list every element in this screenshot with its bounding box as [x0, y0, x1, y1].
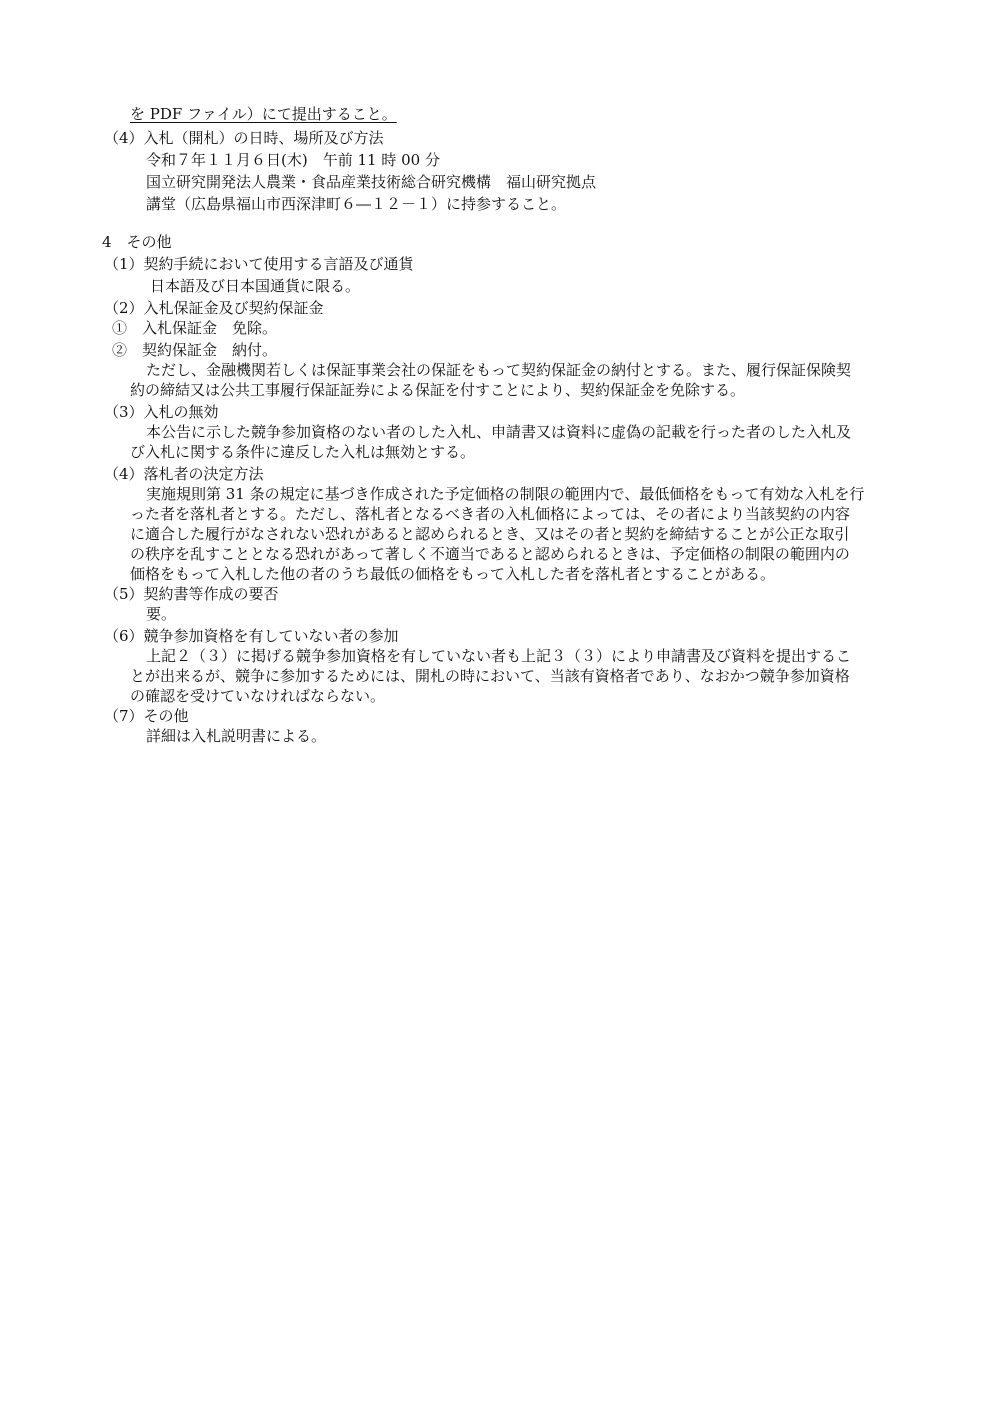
subsection-heading-invalid: （3）入札の無効	[104, 403, 219, 421]
bid-deposit-item: ① 入札保証金 免除。	[112, 319, 278, 337]
subsection-heading-bid-datetime: （4）入札（開札）の日時、場所及び方法	[104, 129, 384, 147]
award-text-line: の秩序を乱すこととなる恐れがあって著しく不適当であると認められるときは、予定価格の制限の範囲内の	[130, 545, 850, 563]
language-text: 日本語及び日本国通貨に限る。	[150, 277, 361, 295]
subsection-heading-misc: （7）その他	[104, 707, 189, 725]
invalid-text-line: び入札に関する条件に違反した入札は無効とする。	[130, 443, 476, 461]
contract-doc-text: 要。	[146, 605, 177, 623]
unqualified-text-line: 上記２（３）に掲げる競争参加資格を有していない者も上記３（３）により申請書及び資料を提出するこ	[146, 647, 852, 665]
subsection-heading-unqualified: （6）競争参加資格を有していない者の参加	[104, 627, 399, 645]
subsection-heading-contract-doc: （5）契約書等作成の要否	[104, 585, 279, 603]
award-text-line: った者を落札者とする。ただし、落札者となるべき者の入札価格によっては、その者により当該契約の内容	[130, 505, 851, 523]
deposit-text-line: 約の締結又は公共工事履行保証証券による保証を付すことにより、契約保証金を免除する。	[130, 381, 746, 399]
bid-date-text: 令和７年１１月６日(木) 午前 11 時 00 分	[146, 151, 440, 169]
contract-deposit-item: ② 契約保証金 納付。	[112, 341, 278, 359]
award-text-line: 価格をもって入札した他の者のうち最低の価格をもって入札した者を落札者とすることがある。	[130, 565, 776, 583]
unqualified-text-line: とが出来るが、競争に参加するためには、開札の時において、当該有資格者であり、なおかつ競争参加資格	[130, 667, 850, 685]
subsection-heading-deposit: （2）入札保証金及び契約保証金	[104, 299, 324, 317]
award-text-line: に適合した履行がなされない恐れがあると認められるとき、又はその者と契約を締結することが公正な取引	[130, 525, 850, 543]
unqualified-text-line: の確認を受けていなければならない。	[130, 687, 386, 705]
invalid-text-line: 本公告に示した競争参加資格のない者のした入札、申請書又は資料に虚偽の記載を行った者のした入札及	[146, 423, 852, 441]
misc-text: 詳細は入札説明書による。	[146, 727, 327, 745]
subsection-heading-award: （4）落札者の決定方法	[104, 465, 264, 483]
section-heading-other: 4 その他	[102, 233, 172, 251]
subsection-heading-language: （1）契約手続において使用する言語及び通貨	[104, 255, 414, 273]
text-line-continuation: を PDF ファイル）にて提出すること。	[130, 105, 397, 123]
bid-place-text: 講堂（広島県福山市西深津町６―１２－１）に持参すること。	[146, 195, 567, 213]
deposit-text-line: ただし、金融機関若しくは保証事業会社の保証をもって契約保証金の納付とする。また、履行保証保険契	[146, 361, 852, 379]
bid-organization-text: 国立研究開発法人農業・食品産業技術総合研究機構 福山研究拠点	[146, 173, 597, 191]
award-text-line: 実施規則第 31 条の規定に基づき作成された予定価格の制限の範囲内で、最低価格をもって有効な入札を行	[146, 485, 865, 503]
